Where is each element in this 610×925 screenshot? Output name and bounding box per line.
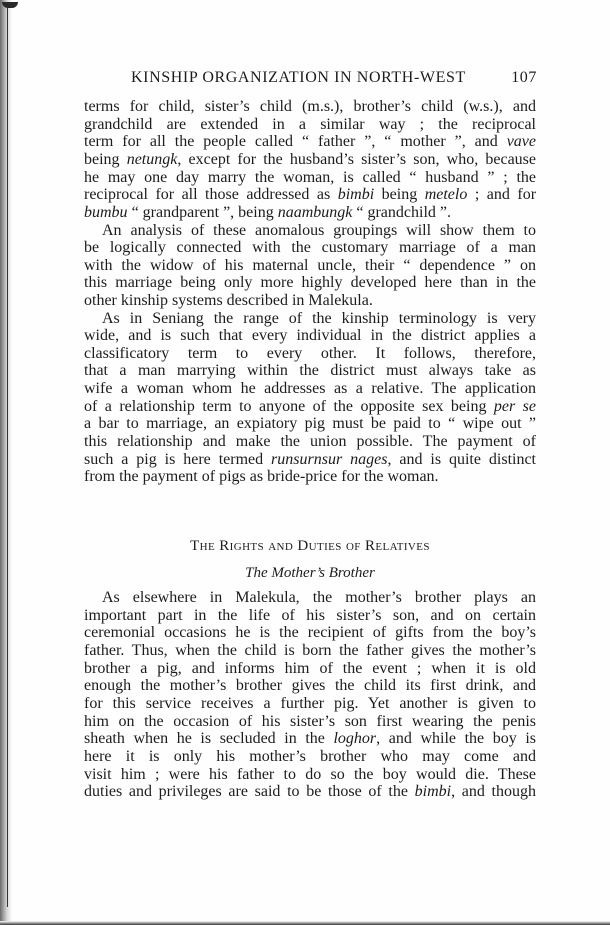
paragraph-anomalous-groupings <box>84 222 536 310</box>
running-title: KINSHIP ORGANIZATION IN NORTH-WEST <box>131 69 466 86</box>
section-heading: The Rights and Duties of Relatives <box>190 538 430 554</box>
binding-edge-line <box>7 8 8 907</box>
text-line: be logically connected with the customary marriage of a man <box>84 239 536 257</box>
text-line: being netungk, except for the husband’s sister’s son, who, because <box>84 150 537 168</box>
text-line: ceremonial occasions he is the recipient of gifts from the boy’s <box>84 624 536 642</box>
text-line: grandchild are extended in a similar way ; the reciprocal <box>84 115 536 133</box>
text-line: here it is only his mother’s brother who may come and <box>84 747 536 765</box>
text-line: bumbu “ grandparent ”, being naambungk “ grandchild ”. <box>84 203 451 221</box>
text-line: with the widow of his maternal uncle, their “ dependence ” on <box>84 256 536 274</box>
page-bottom-edge <box>0 921 610 925</box>
text-line: for this service receives a further pig. Yet another is given to <box>84 694 536 712</box>
text-line: of a relationship term to anyone of the opposite sex being per se <box>84 397 536 415</box>
text-line: wife a woman whom he addresses as a relative. The application <box>84 380 536 398</box>
text-line: him on the occasion of his sister’s son first wearing the penis <box>84 712 536 730</box>
text-line: classificatory term to every other. It follows, therefore, <box>84 344 536 362</box>
scan-artifact <box>2 2 18 8</box>
text-line: father. Thus, when the child is born the father gives the mother’s <box>84 641 536 659</box>
text-line: An analysis of these anomalous groupings will show them to <box>102 221 536 239</box>
paragraph-mothers-brother <box>84 589 536 801</box>
text-line: important part in the life of his sister’s son, and on certain <box>84 606 536 624</box>
text-line: that a man marrying within the district must always take as <box>84 362 536 380</box>
text-line: this marriage being only more highly developed here than in the <box>84 274 536 292</box>
page-number: 107 <box>511 69 537 86</box>
paragraph-kinship-terms <box>84 98 536 222</box>
text-line: visit him ; were his father to do so the boy would die. These <box>84 765 536 783</box>
text-line: reciprocal for all those addressed as bimbi being metelo ; and for <box>84 186 537 204</box>
paragraph-seniang-terminology <box>84 310 536 487</box>
text-line: from the payment of pigs as bride-price for the woman. <box>84 468 439 486</box>
section-subheading: The Mother’s Brother <box>245 565 375 581</box>
text-line: As in Seniang the range of the kinship terminology is very <box>102 309 536 327</box>
text-line: As elsewhere in Malekula, the mother’s brother plays an <box>102 589 536 606</box>
text-line: other kinship systems described in Malekula. <box>84 292 373 310</box>
text-line: term for all the people called “ father ”, “ mother ”, and vave <box>84 133 536 151</box>
text-line: such a pig is here termed runsurnsur nages, and is quite distinct <box>84 450 537 468</box>
text-line: sheath when he is secluded in the loghor, and while the boy is <box>84 730 536 748</box>
text-line: duties and privileges are said to be those of the bimbi, and though <box>84 783 537 801</box>
text-line: enough the mother’s brother gives the child its first drink, and <box>84 677 536 695</box>
text-line: a bar to marriage, an expiatory pig must be paid to “ wipe out ” <box>84 415 536 433</box>
text-line: brother a pig, and informs him of the event ; when it is old <box>84 659 536 677</box>
text-line: this relationship and make the union possible. The payment of <box>84 433 536 451</box>
text-line: terms for child, sister’s child (m.s.), brother’s child (w.s.), and <box>84 98 536 115</box>
running-header <box>131 69 537 87</box>
page-binding-shadow <box>0 0 12 925</box>
text-line: wide, and is such that every individual in the district applies a <box>84 327 536 345</box>
text-line: he may one day marry the woman, is called “ husband ” ; the <box>84 168 536 186</box>
